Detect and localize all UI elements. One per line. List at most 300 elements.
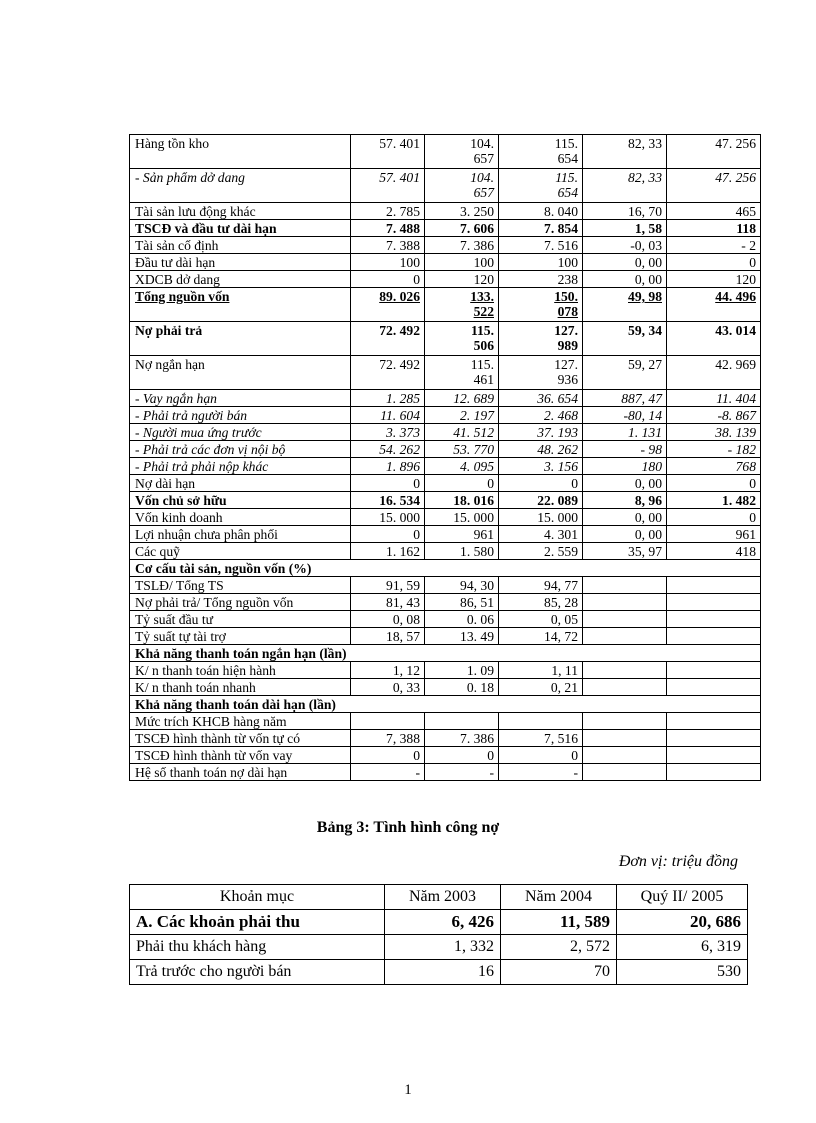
value-cell — [425, 475, 499, 492]
section-title: Khả năng thanh toán dài hạn (lần) — [130, 696, 761, 713]
label-text: Tỷ suất đầu tư — [135, 612, 213, 627]
label-text: - Người mua ứng trước — [135, 425, 262, 440]
table-row — [130, 237, 761, 254]
value-cell — [583, 594, 667, 611]
table-row — [130, 764, 761, 781]
value-cell — [583, 441, 667, 458]
label-text: Nợ phải trả — [135, 323, 203, 338]
value-cell — [499, 407, 583, 424]
value-cell — [499, 577, 583, 594]
value-text: 100 — [557, 255, 578, 270]
value-text: 7. 488 — [386, 221, 420, 236]
value-cell — [667, 509, 761, 526]
value-cell — [667, 407, 761, 424]
value-text: 1. 896 — [386, 459, 420, 474]
value-text: 7, 388 — [386, 731, 420, 746]
value-cell — [583, 764, 667, 781]
value-cell — [351, 730, 425, 747]
row-label — [130, 390, 351, 407]
value-text: 961 — [473, 527, 494, 542]
value-text: 768 — [735, 459, 756, 474]
value-text: 0, 33 — [392, 680, 420, 695]
label-text: Tổng nguồn vốn — [135, 289, 230, 304]
value-cell — [583, 390, 667, 407]
value-cell — [351, 424, 425, 441]
label-text: Tài sản cố định — [135, 238, 219, 253]
value-text: 0 — [749, 255, 756, 270]
value-text: 3. 250 — [460, 204, 494, 219]
value-cell — [583, 747, 667, 764]
value-cell — [667, 543, 761, 560]
value-text: 115. 506 — [470, 323, 494, 353]
value-text: 118 — [736, 221, 756, 236]
row-label — [130, 662, 351, 679]
value-text: 43. 014 — [715, 323, 756, 338]
value-cell — [499, 441, 583, 458]
value-text: -80, 14 — [623, 408, 662, 423]
row-label — [130, 356, 351, 390]
value-cell — [425, 356, 499, 390]
value-cell: 20, 686 — [617, 910, 748, 935]
value-cell — [667, 577, 761, 594]
table-row — [130, 356, 761, 390]
value-text: 38. 139 — [715, 425, 756, 440]
value-cell — [425, 169, 499, 203]
value-cell — [425, 526, 499, 543]
value-cell — [499, 288, 583, 322]
value-cell: 11, 589 — [501, 910, 617, 935]
value-cell: 70 — [501, 960, 617, 985]
value-text: 13. 49 — [460, 629, 494, 644]
value-cell — [583, 169, 667, 203]
table-header-row — [130, 885, 748, 910]
section-row — [130, 696, 761, 713]
value-text: - — [415, 765, 420, 780]
value-cell — [499, 628, 583, 645]
table-row — [130, 747, 761, 764]
value-text: 7. 854 — [544, 221, 578, 236]
value-cell — [667, 526, 761, 543]
value-cell — [351, 509, 425, 526]
value-cell — [583, 356, 667, 390]
label-text: K/ n thanh toán nhanh — [135, 680, 256, 695]
value-cell — [351, 747, 425, 764]
value-text: 115. 654 — [555, 170, 578, 200]
value-text: 91, 59 — [386, 578, 420, 593]
value-text: 8, 96 — [634, 493, 662, 508]
value-text: 82, 33 — [628, 170, 662, 185]
header-cell: Năm 2003 — [385, 885, 501, 910]
label-text: - Phải trả các đơn vị nội bộ — [135, 442, 286, 457]
value-text: 150. 078 — [554, 289, 578, 319]
value-text: 0 — [571, 748, 578, 763]
value-text: 85, 28 — [544, 595, 578, 610]
value-text: 238 — [557, 272, 578, 287]
value-cell — [667, 679, 761, 696]
value-text: 22. 089 — [537, 493, 578, 508]
value-text: 42. 969 — [715, 357, 756, 372]
value-text: 2. 559 — [544, 544, 578, 559]
row-label — [130, 611, 351, 628]
value-cell — [351, 203, 425, 220]
value-text: 0 — [487, 476, 494, 491]
value-cell — [351, 322, 425, 356]
table-row — [130, 169, 761, 203]
row-label — [130, 713, 351, 730]
value-text: 465 — [735, 204, 756, 219]
table-row — [130, 509, 761, 526]
value-cell — [425, 509, 499, 526]
label-text: Lợi nhuận chưa phân phối — [135, 527, 278, 542]
value-text: 1. 09 — [466, 663, 494, 678]
value-cell — [667, 169, 761, 203]
value-cell — [351, 237, 425, 254]
value-cell — [583, 458, 667, 475]
value-cell — [351, 526, 425, 543]
unit-label: Đơn vị: triệu đồng — [618, 853, 738, 870]
value-cell — [499, 458, 583, 475]
row-label — [130, 288, 351, 322]
label-text: Nợ dài hạn — [135, 476, 196, 491]
value-text: 0 — [413, 748, 420, 763]
value-cell — [425, 424, 499, 441]
value-text: 0, 00 — [634, 272, 662, 287]
value-cell — [499, 679, 583, 696]
value-text: 1, 58 — [634, 221, 662, 236]
value-text: 2. 785 — [386, 204, 420, 219]
label-text: TSLĐ/ Tổng TS — [135, 578, 224, 593]
table-row — [130, 730, 761, 747]
value-cell — [583, 237, 667, 254]
label-text: Nợ ngắn hạn — [135, 357, 205, 372]
value-text: 12. 689 — [453, 391, 494, 406]
row-label — [130, 509, 351, 526]
section-row — [130, 560, 761, 577]
label-text: - Sản phẩm dở dang — [135, 170, 245, 185]
section-title: Cơ cấu tài sản, nguồn vốn (%) — [130, 560, 761, 577]
value-cell — [351, 407, 425, 424]
value-text: 1, 11 — [551, 663, 578, 678]
row-label — [130, 730, 351, 747]
label-text: Tài sản lưu động khác — [135, 204, 256, 219]
value-text: 89. 026 — [379, 289, 420, 304]
value-cell — [583, 526, 667, 543]
value-cell — [425, 577, 499, 594]
value-cell — [351, 662, 425, 679]
value-text: 14, 72 — [544, 629, 578, 644]
value-cell — [351, 458, 425, 475]
value-cell — [499, 169, 583, 203]
row-label — [130, 220, 351, 237]
value-cell — [583, 220, 667, 237]
value-cell — [425, 220, 499, 237]
value-text: 54. 262 — [379, 442, 420, 457]
value-text: 16, 70 — [628, 204, 662, 219]
value-cell — [583, 713, 667, 730]
value-text: 59, 34 — [628, 323, 662, 338]
table-caption: Bảng 3: Tình hình công nợ — [316, 819, 500, 836]
value-text: 53. 770 — [453, 442, 494, 457]
table-row — [130, 492, 761, 509]
value-text: 18. 016 — [453, 493, 494, 508]
table-row — [130, 271, 761, 288]
value-text: 15. 000 — [453, 510, 494, 525]
value-cell — [351, 492, 425, 509]
value-cell: 16 — [385, 960, 501, 985]
value-cell: 2, 572 — [501, 935, 617, 960]
value-cell — [583, 475, 667, 492]
table-row — [130, 960, 748, 985]
label-text: Mức trích KHCB hàng năm — [135, 714, 287, 729]
label-text: - Phải trả phải nộp khác — [135, 459, 269, 474]
table-row — [130, 713, 761, 730]
value-cell — [425, 135, 499, 169]
section-row — [130, 645, 761, 662]
page-number: 1 — [404, 1082, 412, 1098]
value-text: 887, 47 — [621, 391, 662, 406]
value-cell — [583, 322, 667, 356]
label-text: Vốn chủ sở hữu — [135, 493, 227, 508]
value-text: 94, 30 — [460, 578, 494, 593]
value-cell — [667, 135, 761, 169]
value-cell — [499, 713, 583, 730]
value-cell — [499, 135, 583, 169]
value-text: 1. 482 — [722, 493, 756, 508]
value-text: 4. 095 — [460, 459, 494, 474]
value-text: 100 — [399, 255, 420, 270]
debt-status-table — [129, 884, 748, 985]
value-cell — [351, 679, 425, 696]
label-text: TSCĐ hình thành từ vốn vay — [135, 748, 293, 763]
value-cell — [667, 254, 761, 271]
value-cell — [351, 628, 425, 645]
value-text: 7. 388 — [386, 238, 420, 253]
value-text: - 98 — [640, 442, 662, 457]
value-cell — [499, 543, 583, 560]
value-cell — [499, 356, 583, 390]
value-cell — [667, 356, 761, 390]
value-text: 47. 256 — [715, 170, 756, 185]
value-cell — [583, 611, 667, 628]
row-label — [130, 747, 351, 764]
row-label — [130, 475, 351, 492]
value-text: 0 — [413, 476, 420, 491]
table-row — [130, 910, 748, 935]
value-text: 104. 657 — [470, 170, 494, 200]
table-row — [130, 288, 761, 322]
label-text: - Phải trả người bán — [135, 408, 248, 423]
label-text: TSCĐ và đầu tư dài hạn — [135, 221, 277, 236]
value-text: 418 — [735, 544, 756, 559]
value-text: 7. 386 — [460, 238, 494, 253]
value-text: 57. 401 — [379, 170, 420, 185]
label-text: - Vay ngắn hạn — [135, 391, 217, 406]
value-cell — [667, 611, 761, 628]
table-row — [130, 424, 761, 441]
value-text: - — [489, 765, 494, 780]
table-row — [130, 203, 761, 220]
value-cell — [667, 271, 761, 288]
label-text: Tỷ suất tự tài trợ — [135, 629, 226, 644]
value-text: -8. 867 — [717, 408, 756, 423]
value-cell — [583, 424, 667, 441]
value-cell — [351, 577, 425, 594]
value-cell: 1, 332 — [385, 935, 501, 960]
value-cell — [499, 322, 583, 356]
value-cell — [583, 662, 667, 679]
value-cell — [425, 713, 499, 730]
row-label — [130, 543, 351, 560]
value-cell — [351, 271, 425, 288]
table-row — [130, 594, 761, 611]
row-label — [130, 764, 351, 781]
value-text: 0 — [571, 476, 578, 491]
value-text: 94, 77 — [544, 578, 578, 593]
row-label — [130, 679, 351, 696]
value-text: 72. 492 — [379, 323, 420, 338]
value-cell — [499, 747, 583, 764]
value-cell — [499, 509, 583, 526]
label-text: K/ n thanh toán hiện hành — [135, 663, 276, 678]
value-cell — [351, 594, 425, 611]
value-text: 11. 404 — [716, 391, 756, 406]
value-cell — [667, 492, 761, 509]
row-label — [130, 237, 351, 254]
label-text: Nợ phải trả/ Tổng nguồn vốn — [135, 595, 294, 610]
value-text: 59, 27 — [628, 357, 662, 372]
value-text: 0 — [749, 476, 756, 491]
value-cell — [351, 475, 425, 492]
value-cell — [583, 730, 667, 747]
value-cell: 6, 319 — [617, 935, 748, 960]
value-text: 37. 193 — [537, 425, 578, 440]
value-cell — [499, 271, 583, 288]
value-text: - 2 — [741, 238, 756, 253]
label-text: Các quỹ — [135, 544, 180, 559]
value-cell — [425, 407, 499, 424]
value-cell — [667, 764, 761, 781]
value-text: 7. 386 — [460, 731, 494, 746]
row-label — [130, 271, 351, 288]
label-text: TSCĐ hình thành từ vốn tự có — [135, 731, 301, 746]
value-text: 2. 197 — [460, 408, 494, 423]
value-cell — [499, 492, 583, 509]
value-text: 0, 05 — [550, 612, 578, 627]
row-label — [130, 492, 351, 509]
value-cell — [583, 543, 667, 560]
value-text: 7, 516 — [544, 731, 578, 746]
value-text: 15. 000 — [379, 510, 420, 525]
value-cell — [499, 730, 583, 747]
value-text: 1. 131 — [628, 425, 662, 440]
value-cell — [425, 543, 499, 560]
value-text: 18, 57 — [386, 629, 420, 644]
row-label — [130, 441, 351, 458]
value-text: 35, 97 — [628, 544, 662, 559]
row-label — [130, 135, 351, 169]
row-label — [130, 458, 351, 475]
value-text: 0, 00 — [634, 510, 662, 525]
value-cell — [583, 577, 667, 594]
value-text: 0, 08 — [392, 612, 420, 627]
value-cell — [667, 322, 761, 356]
value-cell — [425, 679, 499, 696]
value-cell — [499, 390, 583, 407]
value-cell — [583, 254, 667, 271]
value-cell — [425, 203, 499, 220]
row-label — [130, 594, 351, 611]
value-cell — [351, 356, 425, 390]
value-cell — [583, 271, 667, 288]
value-text: -0, 03 — [630, 238, 662, 253]
value-cell — [583, 288, 667, 322]
value-cell — [499, 594, 583, 611]
value-text: 120 — [473, 272, 494, 287]
value-text: 49, 98 — [628, 289, 662, 304]
value-text: 0, 00 — [634, 527, 662, 542]
value-cell — [499, 220, 583, 237]
value-text: 15. 000 — [537, 510, 578, 525]
table-row — [130, 611, 761, 628]
table-row — [130, 407, 761, 424]
value-text: 86, 51 — [460, 595, 494, 610]
value-cell — [425, 237, 499, 254]
value-cell — [425, 492, 499, 509]
value-cell — [499, 526, 583, 543]
value-cell — [425, 441, 499, 458]
value-text: 1. 580 — [460, 544, 494, 559]
value-text: 0. 18 — [466, 680, 494, 695]
row-label — [130, 407, 351, 424]
value-text: 115. 654 — [554, 136, 578, 166]
table-row — [130, 628, 761, 645]
value-text: 0 — [413, 272, 420, 287]
value-cell — [667, 628, 761, 645]
row-label — [130, 577, 351, 594]
value-cell — [425, 322, 499, 356]
value-cell — [667, 203, 761, 220]
value-cell — [583, 492, 667, 509]
row-label — [130, 424, 351, 441]
table-row — [130, 543, 761, 560]
row-label: Trả trước cho người bán — [130, 960, 385, 985]
table-row — [130, 135, 761, 169]
value-cell — [425, 390, 499, 407]
table-row — [130, 577, 761, 594]
value-text: 180 — [641, 459, 662, 474]
value-text: 8. 040 — [544, 204, 578, 219]
value-text: 0 — [749, 510, 756, 525]
header-cell: Năm 2004 — [501, 885, 617, 910]
value-text: 16. 534 — [379, 493, 420, 508]
row-label — [130, 203, 351, 220]
value-cell — [351, 220, 425, 237]
value-cell: 6, 426 — [385, 910, 501, 935]
value-cell — [351, 764, 425, 781]
value-cell — [351, 288, 425, 322]
value-cell — [667, 390, 761, 407]
value-text: 127. 989 — [554, 323, 578, 353]
value-cell — [425, 594, 499, 611]
value-cell — [425, 288, 499, 322]
financial-indicators-table — [129, 134, 761, 781]
value-cell — [667, 475, 761, 492]
value-cell — [583, 203, 667, 220]
value-cell — [425, 764, 499, 781]
value-text: 82, 33 — [628, 136, 662, 151]
value-cell — [351, 713, 425, 730]
value-cell — [667, 713, 761, 730]
